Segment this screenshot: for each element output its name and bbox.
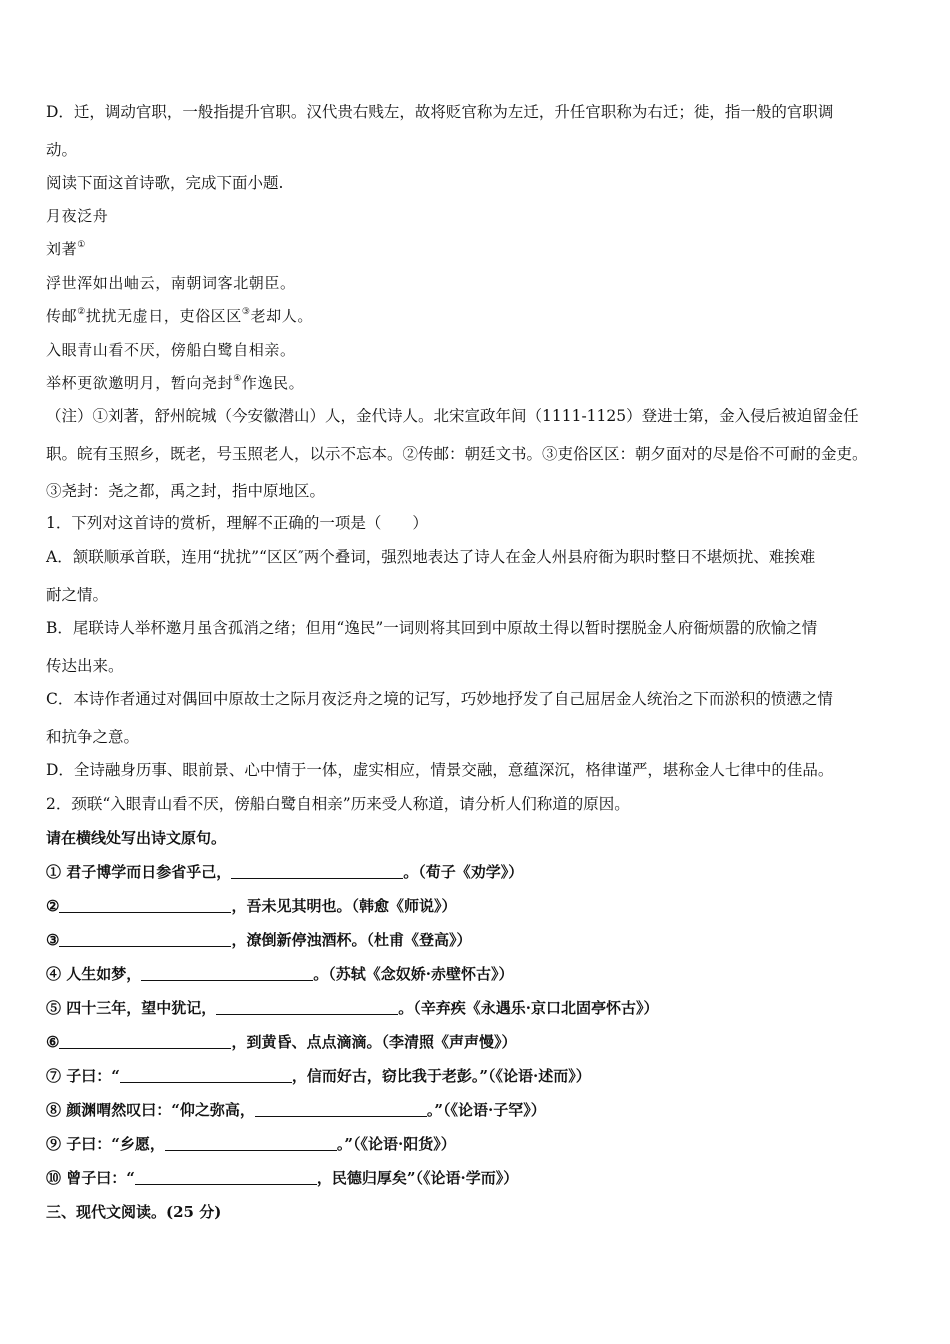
fill-item-10-blank[interactable] [135,1169,317,1185]
fill-item-1 [46,862,523,882]
poem-author [46,239,86,259]
question-1-option-c-line2: 和抗争之意。 [46,728,140,746]
poem-line-2 [46,306,313,326]
fill-item-8 [46,1100,546,1120]
fill-item-2 [46,896,456,916]
fill-item-1-post: 。（荀子《劝学》） [403,863,524,881]
poem-author-footnote-mark: ① [77,240,86,250]
poem-title: 月夜泛舟 [46,207,109,225]
fill-item-7 [46,1066,591,1086]
fill-item-3-blank[interactable] [59,931,231,947]
poem-line-2-part-c: 老却人。 [250,307,313,325]
fill-item-8-blank[interactable] [255,1101,427,1117]
poem-line-4-part-a: 举杯更欲邀明月，暂向尧封 [46,374,234,392]
question-1-option-c-line1: C．本诗作者通过对偶回中原故士之际月夜泛舟之境的记写，巧妙地抒发了自己屈居金人统治之下而淤积的愤懑之情 [46,690,833,708]
fill-item-7-pre: ⑦ 子曰：“ [46,1067,120,1085]
poem-line-2-footnote-2: ② [77,307,86,317]
question-2-stem: 2．颈联“入眼青山看不厌，傍船白鹭自相亲”历来受人称道，请分析人们称道的原因。 [46,795,630,813]
fill-item-9-blank[interactable] [165,1135,337,1151]
question-1-option-b-line2: 传达出来。 [46,657,124,675]
poem-author-name: 刘著 [46,240,78,258]
notes-line-3: ③尧封：尧之都，禹之封，指中原地区。 [46,482,326,500]
fill-item-10-post: ，民德归厚矣”（《论语·学而》） [316,1169,519,1187]
fill-item-2-post: ，吾未见其明也。（韩愈《师说》） [231,897,457,915]
fill-item-3-post: ，潦倒新停浊酒杯。（杜甫《登高》） [231,931,472,949]
poem-line-1: 浮世浑如出岫云，南朝词客北朝臣。 [46,274,296,292]
fill-item-10-pre: ⑩ 曾子曰：“ [46,1169,135,1187]
fill-item-5-blank[interactable] [216,999,398,1015]
fill-item-4-post: 。（苏轼《念奴娇·赤壁怀古》） [313,965,514,983]
fill-item-4 [46,964,513,984]
fill-item-5-post: 。（辛弃疾《永遇乐·京口北固亭怀古》） [398,999,659,1017]
notes-line-2: 职。皖有玉照乡，既老，号玉照老人，以示不忘本。②传邮：朝廷文书。③吏俗区区：朝夕面对的尽是俗不可耐的金吏。 [46,445,868,463]
fill-item-3 [46,930,471,950]
fill-item-8-post: 。”（《论语·子罕》） [426,1101,546,1119]
section-3-heading: 三、现代文阅读。(25 分) [46,1203,222,1221]
fill-item-10 [46,1168,518,1188]
fill-item-3-pre: ③ [46,931,60,949]
fill-item-2-blank[interactable] [59,897,231,913]
fill-item-9 [46,1134,456,1154]
fill-item-4-blank[interactable] [141,965,313,981]
fill-item-6-pre: ⑥ [46,1033,60,1051]
question-1-option-b-line1: B．尾联诗人举杯邀月虽含孤消之绪；但用“逸民”一词则将其回到中原故土得以暂时摆脱金人府衙烦嚣的欣愉之情 [46,619,818,637]
question-1-option-a-line2: 耐之情。 [46,586,109,604]
fill-item-1-pre: ① 君子博学而日参省乎己， [46,863,232,881]
fill-item-1-blank[interactable] [231,863,403,879]
question-1-stem: 1．下列对这首诗的赏析，理解不正确的一项是（ ） [46,514,428,532]
fill-blank-heading: 请在横线处写出诗文原句。 [46,829,227,847]
poem-line-4-part-b: 作逸民。 [241,374,305,392]
option-d-prev-line1: D．迁，调动官职，一般指提升官职。汉代贵右贱左，故将贬官称为左迁，升任官职称为右迁；徙，指一般的官职调 [46,103,834,121]
poem-line-2-part-b: 扰扰无虚日，吏俗区区 [85,307,242,325]
poem-line-2-footnote-3: ③ [241,307,251,317]
fill-item-9-post: 。”（《论语·阳货》） [336,1135,456,1153]
notes-line-1: （注）①刘著，舒州皖城（今安徽潜山）人，金代诗人。北宋宣政年间（1111-1125）登进士第，金入侵后被迫留金任 [46,407,859,425]
fill-item-5 [46,998,658,1018]
fill-item-4-pre: ④ 人生如梦， [46,965,142,983]
fill-item-7-post: ，信而好古，窃比我于老彭。”（《论语·述而》） [291,1067,591,1085]
poem-line-4-footnote-4: ④ [233,374,242,384]
fill-item-9-pre: ⑨ 子曰：“乡愿， [46,1135,165,1153]
fill-item-8-pre: ⑧ 颜渊喟然叹曰：“仰之弥高， [46,1101,255,1119]
fill-item-6 [46,1032,516,1052]
fill-item-7-blank[interactable] [120,1067,292,1083]
fill-item-6-post: ，到黄昏、点点滴滴。（李清照《声声慢》） [231,1033,517,1051]
question-1-option-a-line1: A．颔联顺承首联，连用“扰扰”“区区″两个叠词，强烈地表达了诗人在金人州县府衙为职时整日不堪烦扰、难挨难 [46,548,816,566]
fill-item-6-blank[interactable] [59,1033,231,1049]
poem-line-4 [46,373,304,393]
poem-line-3: 入眼青山看不厌，傍船白鹭自相亲。 [46,341,296,359]
fill-item-5-pre: ⑤ 四十三年，望中犹记， [46,999,217,1017]
option-d-prev-line2: 动。 [46,141,78,159]
poem-line-2-part-a: 传邮 [46,307,78,325]
question-1-option-d: D．全诗融身历事、眼前景、心中情于一体，虚实相应，情景交融，意蕴深沉，格律谨严，堪称金人七律中的佳品。 [46,761,834,779]
fill-item-2-pre: ② [46,897,60,915]
reading-instruction: 阅读下面这首诗歌，完成下面小题. [46,174,284,192]
